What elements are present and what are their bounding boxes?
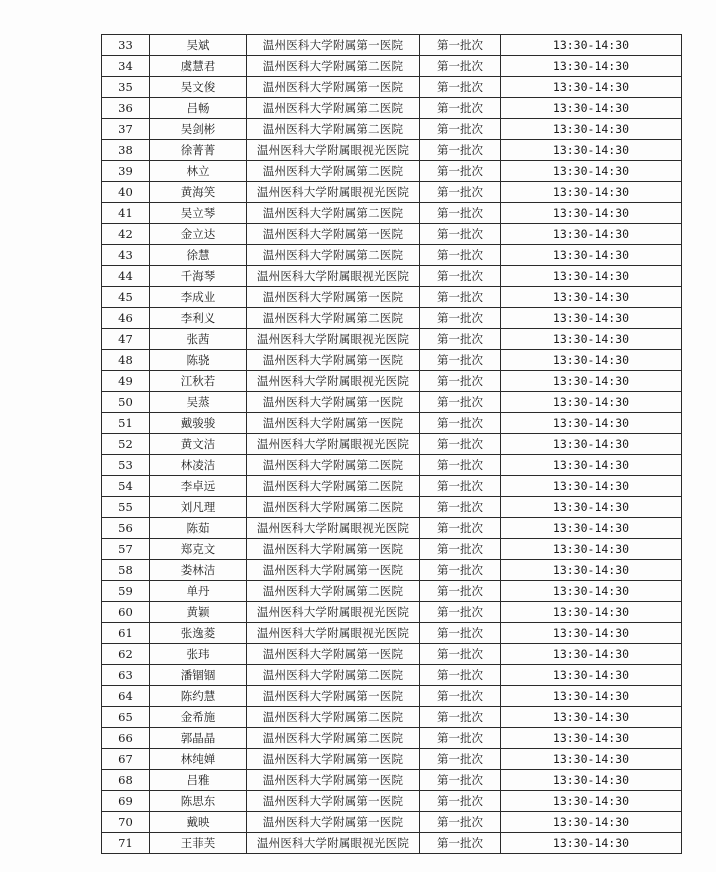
table-row — [102, 623, 682, 644]
time-slot-cell: 13:30-14:30 — [501, 434, 682, 455]
hospital-cell: 温州医科大学附属眼视光医院 — [247, 182, 420, 203]
batch-cell: 第一批次 — [420, 623, 501, 644]
name-cell: 陈骁 — [150, 350, 247, 371]
roster-table-body — [102, 35, 682, 854]
hospital-cell: 温州医科大学附属第二医院 — [247, 308, 420, 329]
table-row — [102, 77, 682, 98]
table-row — [102, 35, 682, 56]
name-cell: 李利义 — [150, 308, 247, 329]
hospital-cell: 温州医科大学附属眼视光医院 — [247, 833, 420, 854]
time-slot-cell: 13:30-14:30 — [501, 350, 682, 371]
table-row — [102, 665, 682, 686]
name-cell: 林凌洁 — [150, 455, 247, 476]
hospital-cell: 温州医科大学附属第一医院 — [247, 539, 420, 560]
hospital-cell: 温州医科大学附属第一医院 — [247, 749, 420, 770]
name-cell: 张逸菱 — [150, 623, 247, 644]
name-cell: 单丹 — [150, 581, 247, 602]
hospital-cell: 温州医科大学附属第二医院 — [247, 665, 420, 686]
row-number-cell: 41 — [102, 203, 150, 224]
table-row — [102, 329, 682, 350]
time-slot-cell: 13:30-14:30 — [501, 623, 682, 644]
row-number-cell: 34 — [102, 56, 150, 77]
hospital-cell: 温州医科大学附属眼视光医院 — [247, 266, 420, 287]
time-slot-cell: 13:30-14:30 — [501, 455, 682, 476]
row-number-cell: 53 — [102, 455, 150, 476]
hospital-cell: 温州医科大学附属眼视光医院 — [247, 371, 420, 392]
name-cell: 吕雅 — [150, 770, 247, 791]
time-slot-cell: 13:30-14:30 — [501, 665, 682, 686]
table-row — [102, 413, 682, 434]
batch-cell: 第一批次 — [420, 518, 501, 539]
table-row — [102, 644, 682, 665]
time-slot-cell: 13:30-14:30 — [501, 224, 682, 245]
name-cell: 金希施 — [150, 707, 247, 728]
table-row — [102, 182, 682, 203]
hospital-cell: 温州医科大学附属眼视光医院 — [247, 602, 420, 623]
table-row — [102, 518, 682, 539]
row-number-cell: 42 — [102, 224, 150, 245]
name-cell: 潘锢锢 — [150, 665, 247, 686]
name-cell: 吴立琴 — [150, 203, 247, 224]
batch-cell: 第一批次 — [420, 98, 501, 119]
batch-cell: 第一批次 — [420, 749, 501, 770]
hospital-cell: 温州医科大学附属第二医院 — [247, 581, 420, 602]
hospital-cell: 温州医科大学附属第二医院 — [247, 455, 420, 476]
name-cell: 虞慧君 — [150, 56, 247, 77]
row-number-cell: 56 — [102, 518, 150, 539]
table-row — [102, 245, 682, 266]
hospital-cell: 温州医科大学附属第二医院 — [247, 245, 420, 266]
batch-cell: 第一批次 — [420, 287, 501, 308]
batch-cell: 第一批次 — [420, 413, 501, 434]
batch-cell: 第一批次 — [420, 245, 501, 266]
row-number-cell: 40 — [102, 182, 150, 203]
name-cell: 张茜 — [150, 329, 247, 350]
row-number-cell: 37 — [102, 119, 150, 140]
table-row — [102, 56, 682, 77]
hospital-cell: 温州医科大学附属第一医院 — [247, 35, 420, 56]
table-row — [102, 287, 682, 308]
table-row — [102, 224, 682, 245]
name-cell: 郭晶晶 — [150, 728, 247, 749]
time-slot-cell: 13:30-14:30 — [501, 728, 682, 749]
hospital-cell: 温州医科大学附属眼视光医院 — [247, 329, 420, 350]
batch-cell: 第一批次 — [420, 140, 501, 161]
hospital-cell: 温州医科大学附属第二医院 — [247, 203, 420, 224]
row-number-cell: 55 — [102, 497, 150, 518]
table-row — [102, 161, 682, 182]
row-number-cell: 50 — [102, 392, 150, 413]
hospital-cell: 温州医科大学附属眼视光医院 — [247, 623, 420, 644]
table-row — [102, 455, 682, 476]
time-slot-cell: 13:30-14:30 — [501, 161, 682, 182]
batch-cell: 第一批次 — [420, 476, 501, 497]
row-number-cell: 71 — [102, 833, 150, 854]
table-row — [102, 203, 682, 224]
hospital-cell: 温州医科大学附属第一医院 — [247, 686, 420, 707]
time-slot-cell: 13:30-14:30 — [501, 602, 682, 623]
name-cell: 徐菁菁 — [150, 140, 247, 161]
table-row — [102, 476, 682, 497]
batch-cell: 第一批次 — [420, 833, 501, 854]
time-slot-cell: 13:30-14:30 — [501, 98, 682, 119]
time-slot-cell: 13:30-14:30 — [501, 308, 682, 329]
row-number-cell: 64 — [102, 686, 150, 707]
time-slot-cell: 13:30-14:30 — [501, 770, 682, 791]
table-row — [102, 560, 682, 581]
row-number-cell: 33 — [102, 35, 150, 56]
name-cell: 戴映 — [150, 812, 247, 833]
table-row — [102, 791, 682, 812]
name-cell: 吴斌 — [150, 35, 247, 56]
hospital-cell: 温州医科大学附属第一医院 — [247, 791, 420, 812]
table-row — [102, 833, 682, 854]
row-number-cell: 35 — [102, 77, 150, 98]
batch-cell: 第一批次 — [420, 812, 501, 833]
hospital-cell: 温州医科大学附属第二医院 — [247, 161, 420, 182]
row-number-cell: 58 — [102, 560, 150, 581]
batch-cell: 第一批次 — [420, 728, 501, 749]
table-row — [102, 140, 682, 161]
hospital-cell: 温州医科大学附属第一医院 — [247, 812, 420, 833]
table-row — [102, 434, 682, 455]
batch-cell: 第一批次 — [420, 434, 501, 455]
table-row — [102, 98, 682, 119]
batch-cell: 第一批次 — [420, 581, 501, 602]
batch-cell: 第一批次 — [420, 56, 501, 77]
batch-cell: 第一批次 — [420, 224, 501, 245]
batch-cell: 第一批次 — [420, 539, 501, 560]
time-slot-cell: 13:30-14:30 — [501, 497, 682, 518]
row-number-cell: 51 — [102, 413, 150, 434]
roster-table — [101, 34, 682, 854]
name-cell: 黄颖 — [150, 602, 247, 623]
row-number-cell: 43 — [102, 245, 150, 266]
time-slot-cell: 13:30-14:30 — [501, 749, 682, 770]
name-cell: 吕畅 — [150, 98, 247, 119]
time-slot-cell: 13:30-14:30 — [501, 266, 682, 287]
time-slot-cell: 13:30-14:30 — [501, 539, 682, 560]
name-cell: 黄海笑 — [150, 182, 247, 203]
name-cell: 吴剑彬 — [150, 119, 247, 140]
name-cell: 千海琴 — [150, 266, 247, 287]
hospital-cell: 温州医科大学附属第二医院 — [247, 728, 420, 749]
name-cell: 黄文洁 — [150, 434, 247, 455]
time-slot-cell: 13:30-14:30 — [501, 476, 682, 497]
batch-cell: 第一批次 — [420, 119, 501, 140]
row-number-cell: 66 — [102, 728, 150, 749]
table-row — [102, 350, 682, 371]
row-number-cell: 67 — [102, 749, 150, 770]
hospital-cell: 温州医科大学附属第二医院 — [247, 707, 420, 728]
batch-cell: 第一批次 — [420, 350, 501, 371]
hospital-cell: 温州医科大学附属第一医院 — [247, 224, 420, 245]
row-number-cell: 59 — [102, 581, 150, 602]
time-slot-cell: 13:30-14:30 — [501, 707, 682, 728]
time-slot-cell: 13:30-14:30 — [501, 35, 682, 56]
batch-cell: 第一批次 — [420, 602, 501, 623]
hospital-cell: 温州医科大学附属眼视光医院 — [247, 518, 420, 539]
table-row — [102, 770, 682, 791]
table-row — [102, 581, 682, 602]
hospital-cell: 温州医科大学附属眼视光医院 — [247, 140, 420, 161]
table-row — [102, 308, 682, 329]
row-number-cell: 60 — [102, 602, 150, 623]
batch-cell: 第一批次 — [420, 770, 501, 791]
table-row — [102, 392, 682, 413]
name-cell: 陈约慧 — [150, 686, 247, 707]
table-row — [102, 749, 682, 770]
row-number-cell: 62 — [102, 644, 150, 665]
batch-cell: 第一批次 — [420, 161, 501, 182]
batch-cell: 第一批次 — [420, 182, 501, 203]
name-cell: 吴文俊 — [150, 77, 247, 98]
name-cell: 李卓远 — [150, 476, 247, 497]
hospital-cell: 温州医科大学附属第一医院 — [247, 770, 420, 791]
batch-cell: 第一批次 — [420, 371, 501, 392]
batch-cell: 第一批次 — [420, 77, 501, 98]
time-slot-cell: 13:30-14:30 — [501, 413, 682, 434]
row-number-cell: 47 — [102, 329, 150, 350]
time-slot-cell: 13:30-14:30 — [501, 56, 682, 77]
table-row — [102, 371, 682, 392]
batch-cell: 第一批次 — [420, 266, 501, 287]
table-row — [102, 686, 682, 707]
name-cell: 江秋若 — [150, 371, 247, 392]
row-number-cell: 36 — [102, 98, 150, 119]
table-row — [102, 497, 682, 518]
time-slot-cell: 13:30-14:30 — [501, 518, 682, 539]
table-row — [102, 707, 682, 728]
time-slot-cell: 13:30-14:30 — [501, 182, 682, 203]
name-cell: 林立 — [150, 161, 247, 182]
hospital-cell: 温州医科大学附属第一医院 — [247, 287, 420, 308]
row-number-cell: 45 — [102, 287, 150, 308]
row-number-cell: 61 — [102, 623, 150, 644]
batch-cell: 第一批次 — [420, 497, 501, 518]
time-slot-cell: 13:30-14:30 — [501, 833, 682, 854]
row-number-cell: 38 — [102, 140, 150, 161]
hospital-cell: 温州医科大学附属第二医院 — [247, 56, 420, 77]
hospital-cell: 温州医科大学附属第二医院 — [247, 476, 420, 497]
batch-cell: 第一批次 — [420, 686, 501, 707]
batch-cell: 第一批次 — [420, 308, 501, 329]
batch-cell: 第一批次 — [420, 644, 501, 665]
hospital-cell: 温州医科大学附属第二医院 — [247, 98, 420, 119]
time-slot-cell: 13:30-14:30 — [501, 245, 682, 266]
time-slot-cell: 13:30-14:30 — [501, 581, 682, 602]
hospital-cell: 温州医科大学附属眼视光医院 — [247, 434, 420, 455]
time-slot-cell: 13:30-14:30 — [501, 203, 682, 224]
name-cell: 徐慧 — [150, 245, 247, 266]
hospital-cell: 温州医科大学附属第一医院 — [247, 77, 420, 98]
name-cell: 李成业 — [150, 287, 247, 308]
time-slot-cell: 13:30-14:30 — [501, 287, 682, 308]
table-row — [102, 119, 682, 140]
time-slot-cell: 13:30-14:30 — [501, 77, 682, 98]
row-number-cell: 39 — [102, 161, 150, 182]
table-row — [102, 602, 682, 623]
time-slot-cell: 13:30-14:30 — [501, 686, 682, 707]
time-slot-cell: 13:30-14:30 — [501, 329, 682, 350]
row-number-cell: 46 — [102, 308, 150, 329]
name-cell: 林纯婵 — [150, 749, 247, 770]
time-slot-cell: 13:30-14:30 — [501, 560, 682, 581]
batch-cell: 第一批次 — [420, 665, 501, 686]
name-cell: 陈思东 — [150, 791, 247, 812]
time-slot-cell: 13:30-14:30 — [501, 371, 682, 392]
batch-cell: 第一批次 — [420, 329, 501, 350]
hospital-cell: 温州医科大学附属第一医院 — [247, 644, 420, 665]
row-number-cell: 49 — [102, 371, 150, 392]
name-cell: 娄林洁 — [150, 560, 247, 581]
hospital-cell: 温州医科大学附属第二医院 — [247, 497, 420, 518]
time-slot-cell: 13:30-14:30 — [501, 812, 682, 833]
table-row — [102, 266, 682, 287]
row-number-cell: 70 — [102, 812, 150, 833]
hospital-cell: 温州医科大学附属第一医院 — [247, 392, 420, 413]
table-row — [102, 812, 682, 833]
hospital-cell: 温州医科大学附属第一医院 — [247, 413, 420, 434]
row-number-cell: 69 — [102, 791, 150, 812]
batch-cell: 第一批次 — [420, 707, 501, 728]
row-number-cell: 68 — [102, 770, 150, 791]
name-cell: 张玮 — [150, 644, 247, 665]
table-row — [102, 728, 682, 749]
batch-cell: 第一批次 — [420, 560, 501, 581]
table-row — [102, 539, 682, 560]
hospital-cell: 温州医科大学附属第二医院 — [247, 119, 420, 140]
time-slot-cell: 13:30-14:30 — [501, 644, 682, 665]
time-slot-cell: 13:30-14:30 — [501, 791, 682, 812]
row-number-cell: 54 — [102, 476, 150, 497]
hospital-cell: 温州医科大学附属第一医院 — [247, 350, 420, 371]
row-number-cell: 48 — [102, 350, 150, 371]
batch-cell: 第一批次 — [420, 455, 501, 476]
row-number-cell: 65 — [102, 707, 150, 728]
name-cell: 刘凡理 — [150, 497, 247, 518]
time-slot-cell: 13:30-14:30 — [501, 140, 682, 161]
row-number-cell: 57 — [102, 539, 150, 560]
batch-cell: 第一批次 — [420, 35, 501, 56]
batch-cell: 第一批次 — [420, 392, 501, 413]
name-cell: 王菲芙 — [150, 833, 247, 854]
row-number-cell: 52 — [102, 434, 150, 455]
name-cell: 戴骏骏 — [150, 413, 247, 434]
name-cell: 郑克文 — [150, 539, 247, 560]
name-cell: 陈茹 — [150, 518, 247, 539]
hospital-cell: 温州医科大学附属第一医院 — [247, 560, 420, 581]
time-slot-cell: 13:30-14:30 — [501, 119, 682, 140]
row-number-cell: 44 — [102, 266, 150, 287]
time-slot-cell: 13:30-14:30 — [501, 392, 682, 413]
row-number-cell: 63 — [102, 665, 150, 686]
batch-cell: 第一批次 — [420, 791, 501, 812]
name-cell: 吴蒸 — [150, 392, 247, 413]
batch-cell: 第一批次 — [420, 203, 501, 224]
name-cell: 金立达 — [150, 224, 247, 245]
